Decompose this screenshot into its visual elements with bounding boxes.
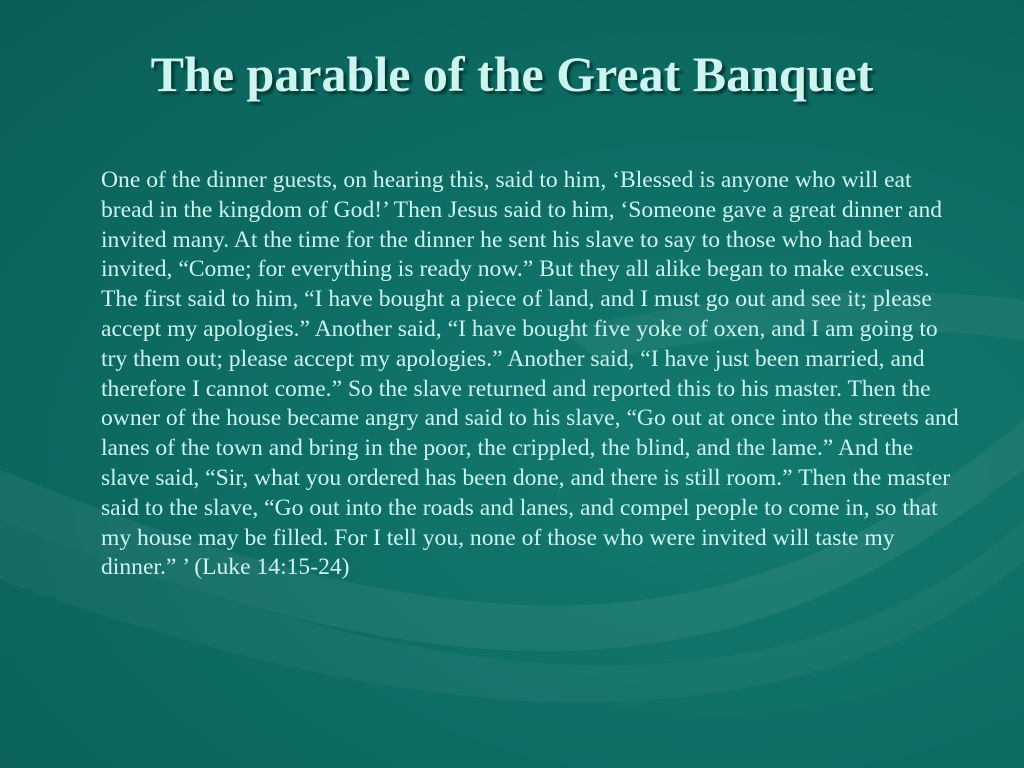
slide-body-text: One of the dinner guests, on hearing this, said to him, ‘Blessed is anyone who will eat bread in the kingdom of God!’ Then Jesus said to him, ‘Someone gave a great dinner and invited many. At the time for the dinner he sent his slave to say to those who had been invited, “Come; for everything is ready now.” But they all alike began to make excuses. The first said to him, “I have bought a piece of land, and I must go out and see it; please accept my apologies.” Another said, “I have bought five yoke of oxen, and I am going to try them out; please accept my apologies.” Another said, “I have just been married, and therefore I cannot come.” So the slave returned and reported this to his master. Then the owner of the house became angry and said to his slave, “Go out at once into the streets and lanes of the town and bring in the poor, the crippled, the blind, and the lame.” And the slave said, “Sir, what you ordered has been done, and there is still room.” Then the master said to the slave, “Go out into the roads and lanes, and compel people to come in, so that my house may be filled. For I tell you, none of those who were invited will taste my dinner.” ’ (Luke 14:15-24)	[101, 167, 959, 581]
slide-title: The parable of the Great Banquet	[150, 46, 874, 102]
